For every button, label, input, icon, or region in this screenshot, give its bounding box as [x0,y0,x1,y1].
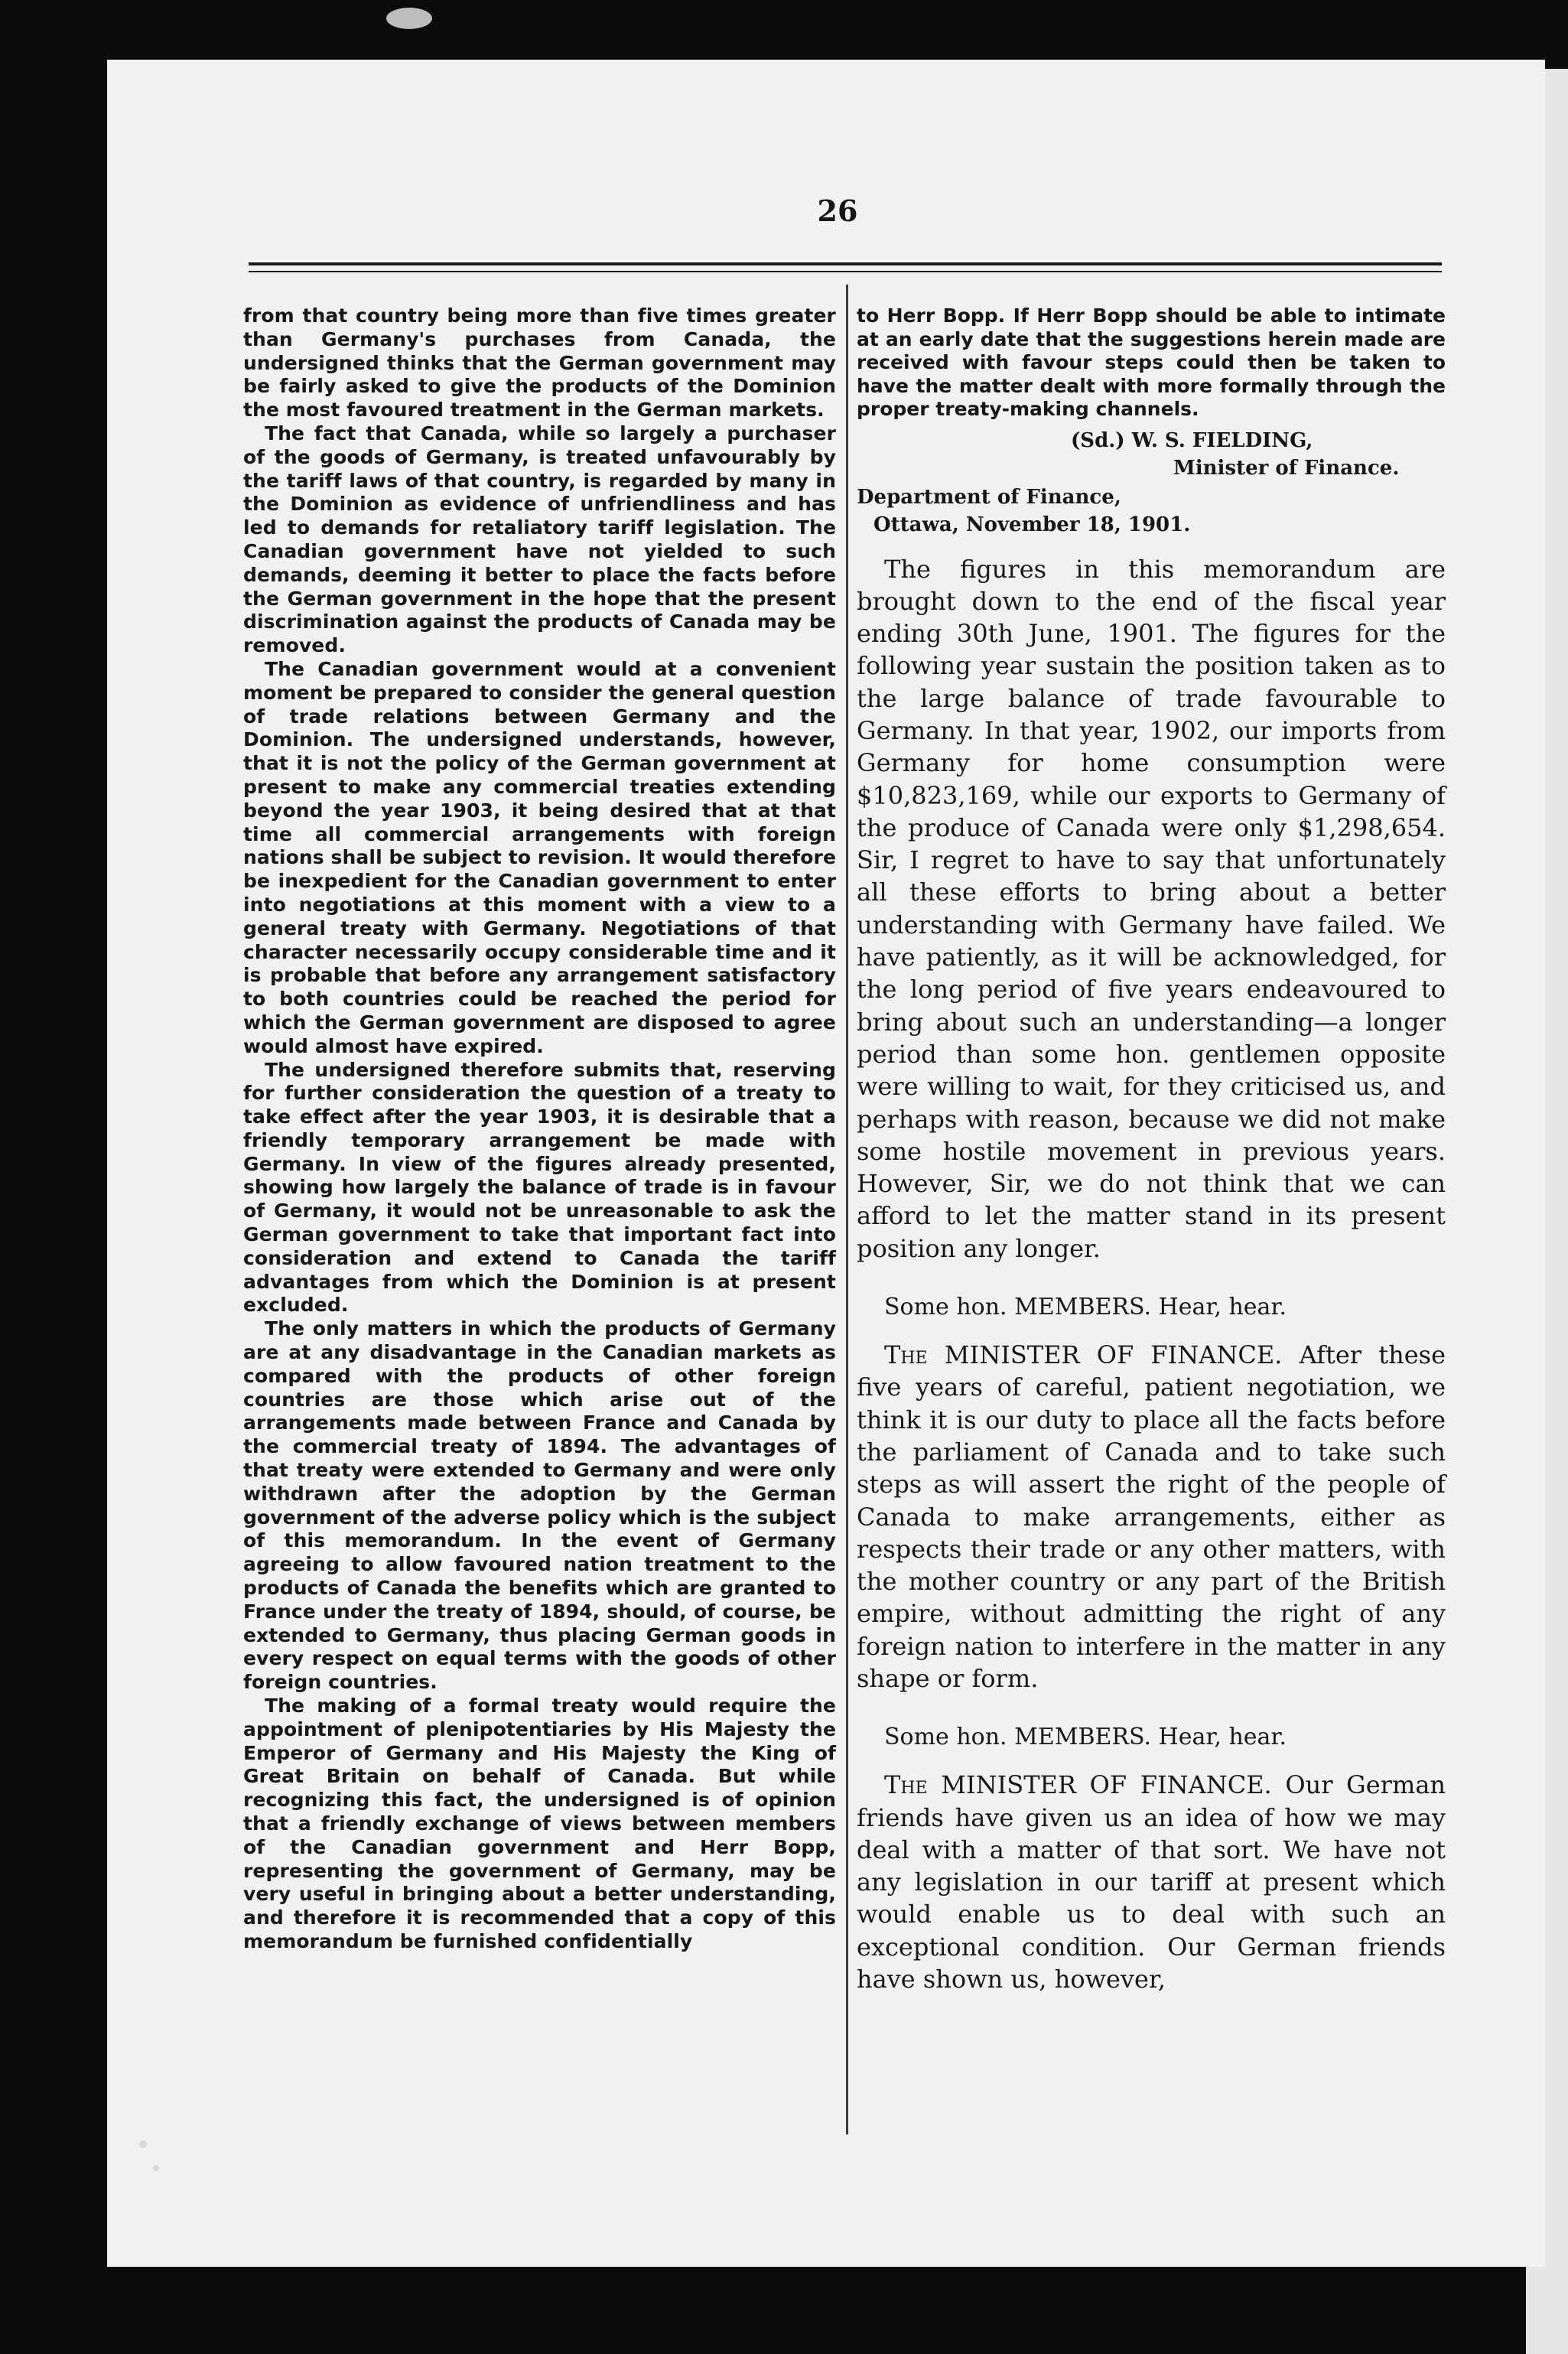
memo-conclusion: to Herr Bopp. If Herr Bopp should be able to intimate at an early date that the suggestions herein made are received with favour steps could then be taken to have the matter dealt with more formally through the proper treaty-making channels. [857,304,1446,420]
speech-text: After these five years of careful, patient negotiation, we think it is our duty to place all the facts before the parliament of Canada and to take such steps as will assert the right of the people of Canada to make arrangements, either as respects their trade or any other matters, with the mother country or any part of the British empire, without admitting the right of any foreign nation to interfere in the matter in any shape or form. [857,1340,1446,1693]
interjection: Some hon. MEMBERS. Hear, hear. [884,1294,1287,1321]
scan-dust-speck [153,2165,159,2171]
speaker-paragraph [857,1769,1446,1995]
right-column [857,304,1446,1995]
column-divider [846,285,848,2134]
interjection: Some hon. MEMBERS. Hear, hear. [884,1724,1287,1751]
signature-department: Department of Finance, [857,485,1121,509]
memo-paragraph: from that country being more than five times greater than Germany's purchases from Canada, the undersigned thinks that the German government may be fairly asked to give the products of the Dominion the most favoured treatment in the German markets. [243,304,836,422]
signature-title: Minister of Finance. [1173,456,1400,480]
left-column-memorandum [243,304,836,1954]
speaker-name: The MINISTER OF FINANCE. [884,1770,1272,1800]
memo-paragraph: The making of a formal treaty would require the appointment of plenipotentiaries by His Majesty the Emperor of Germany and His Majesty the King of Great Britain on behalf of Canada. But while recognizing this fact, the undersigned is of opinion that a friendly exchange of views between members of the Canadian government and Herr Bopp, representing the government of Germany, may be very useful in bringing about a better understanding, and therefore it is recommended that a copy of this memorandum be furnished confidentially [243,1695,836,1952]
memo-paragraph: The Canadian government would at a convenient moment be prepared to consider the general question of trade relations between Germany and the Dominion. The undersigned understands, however, that it is not the policy of the German government at present to make any commercial treaties extending beyond the year 1903, it being desired that at that time all commercial arrangements with foreign nations shall be subject to revision. It would therefore be inexpedient for the Canadian government to enter into negotiations at this moment with a view to a general treaty with Germany. Negotiations of that character necessarily occupy considerable time and it is probable that before any arrangement satisfactory to both countries could be reached the period for which the German government are disposed to agree would almost have expired. [243,657,836,1057]
scan-dust-speck [386,8,432,29]
memo-paragraph: The undersigned therefore submits that, reserving for further consideration the question of a treaty to take effect after the year 1903, it is desirable that a friendly temporary arrangement be made with Germany. In view of the figures already presented, showing how largely the balance of trade is in favour of Germany, it would not be unreasonable to ask the German government to take that important fact into consideration and extend to Canada the tariff advantages from which the Dominion is at present excluded. [243,1058,836,1317]
header-rule-thick [249,262,1442,265]
scan-dust-speck [139,2141,147,2148]
memo-paragraph: The only matters in which the products of Germany are at any disadvantage in the Canadian markets as compared with the products of other foreign countries are those which arise out of the arrangements made between France and Canada by the commercial treaty of 1894. The advantages of that treaty were extended to Germany and were only withdrawn after the adoption by the German government of the adverse policy which is the subject of this memorandum. In the event of Germany agreeing to allow favoured nation treatment to the products of Canada the benefits which are granted to France under the treaty of 1894, should, of course, be extended to Germany, thus placing German goods in every respect on equal terms with the goods of other foreign countries. [243,1317,836,1694]
speaker-paragraph [857,1339,1446,1695]
page-number: 26 [817,194,858,228]
memo-paragraph: The fact that Canada, while so largely a purchaser of the goods of Germany, is treated unfavourably by the tariff laws of that country, is regarded by many in the Dominion as evidence of unfriendliness and has led to demands for retaliatory tariff legislation. The Canadian government have not yielded to such demands, deeming it better to place the facts before the German government in the hope that the present discrimination against the products of Canada may be removed. [243,422,836,657]
signature-name: (Sd.) W. S. FIELDING, [1071,428,1313,452]
speech-text: Our German friends have given us an idea of how we may deal with a matter of that sort. We have not any legislation in our tariff at present which would enable us to deal with such an exceptional condition. Our German friends have shown us, however, [857,1770,1446,1994]
signature-date: Ottawa, November 18, 1901. [873,513,1191,536]
speaker-name: The MINISTER OF FINANCE. [884,1340,1283,1370]
header-rule-thin [249,271,1442,272]
speech-paragraph: The figures in this memorandum are brought down to the end of the fiscal year ending 30th June, 1901. The figures for the following year sustain the position taken as to the large balance of trade favourable to Germany. In that year, 1902, our imports from Germany for home consumption were $10,823,169, while our exports to Germany of the produce of Canada were only $1,298,654. Sir, I regret to have to say that unfortunately all these efforts to bring about a better understanding with Germany have failed. We have patiently, as it will be acknowledged, for the long period of five years endeavoured to bring about such an understanding—a longer period than some hon. gentlemen opposite were willing to wait, for they criticised us, and perhaps with reason, because we did not make some hostile movement in previous years. However, Sir, we do not think that we can afford to let the matter stand in its present position any longer. [857,554,1446,1263]
